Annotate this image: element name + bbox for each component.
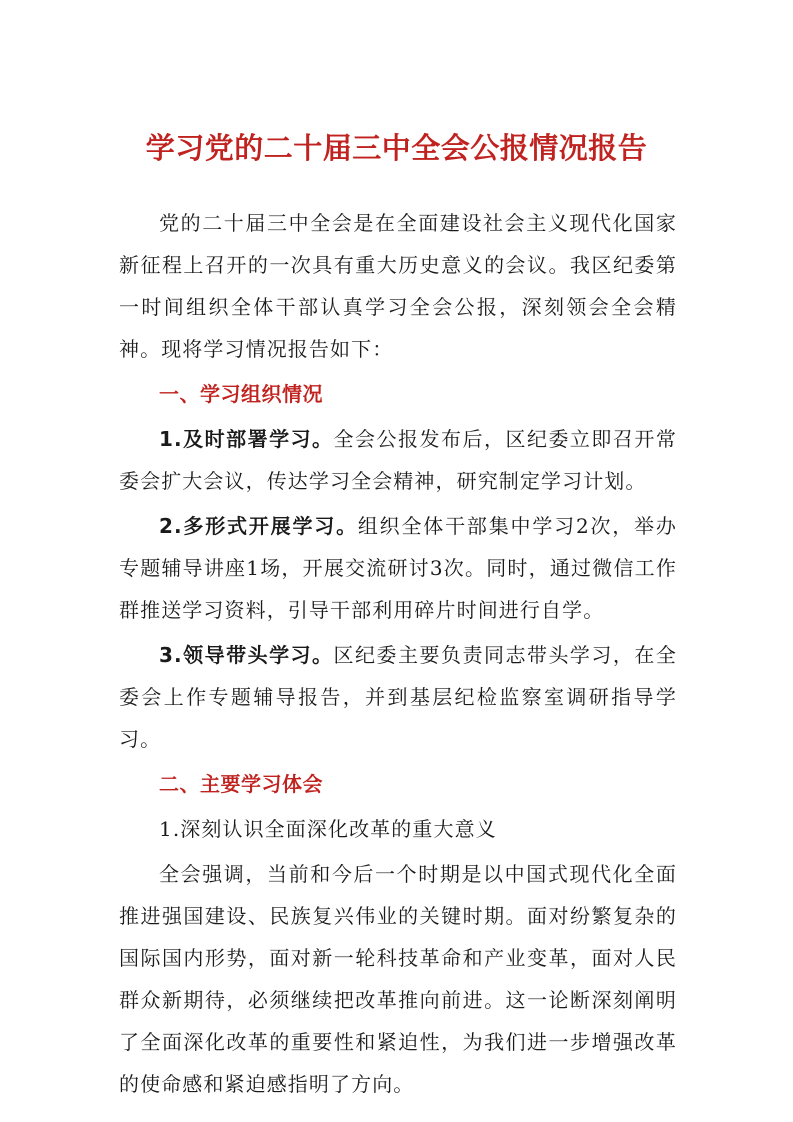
intro-paragraph: 党的二十届三中全会是在全面建设社会主义现代化国家新征程上召开的一次具有重大历史意义的会议。我区纪委第一时间组织全体干部认真学习全会公报，深刻领会全会精神。现将学习情况报告如下： — [119, 211, 677, 361]
section1-item-1 — [119, 418, 677, 502]
item-2-text: 组织全体干部集中学习2次，举办专题辅导讲座1场，开展交流研讨3次。同时，通过微信工作群推送学习资料，引导干部利用碎片时间进行自学。 — [119, 514, 677, 622]
document-body — [119, 202, 677, 1108]
section-heading-2: 二、主要学习体会 — [159, 772, 323, 796]
item-2-lead: 2.多形式开展学习。 — [159, 514, 358, 538]
section2-subheading-1: 1.深刻认识全面深化改革的重大意义 — [159, 817, 497, 841]
item-1-text: 全会公报发布后，区纪委立即召开常委会扩大会议，传达学习全会精神，研究制定学习计划。 — [119, 427, 677, 493]
section2-paragraph-1: 全会强调，当前和今后一个时期是以中国式现代化全面推进强国建设、民族复兴伟业的关键时期。面对纷繁复杂的国际国内形势，面对新一轮科技革命和产业变革，面对人民群众新期待，必须继续把改革推向前进。这一论断深刻阐明了全面深化改革的重要性和紧迫性，为我们进一步增强改革的使命感和紧迫感指明了方向。 — [119, 862, 677, 1096]
item-3-lead: 3.领导带头学习。 — [159, 643, 334, 667]
item-1-lead: 1.及时部署学习。 — [159, 427, 334, 451]
section-heading-1: 一、学习组织情况 — [159, 382, 323, 406]
item-3-text: 区纪委主要负责同志带头学习，在全委会上作专题辅导报告，并到基层纪检监察室调研指导学习。 — [119, 643, 677, 751]
section1-item-2 — [119, 505, 677, 631]
section1-item-3 — [119, 634, 677, 760]
document-title: 学习党的二十届三中全会公报情况报告 — [145, 131, 648, 165]
